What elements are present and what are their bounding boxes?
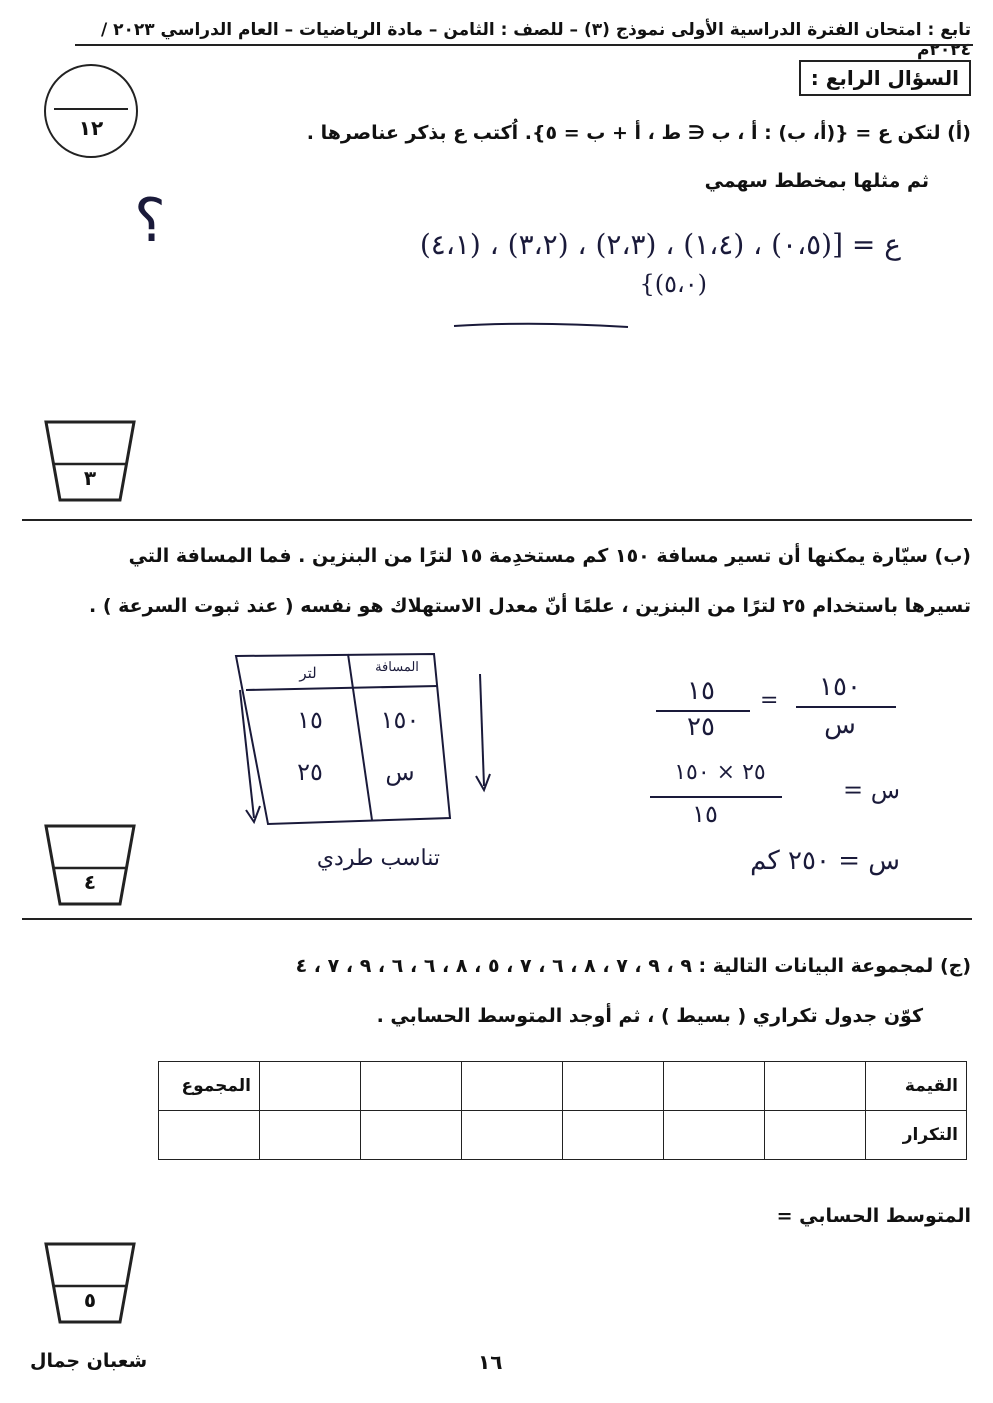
exam-header: تابع : امتحان الفترة الدراسية الأولى نموذج (٣) – للصف : الثامن – مادة الرياضيات – العام الدراسي ٢٠٢٣ / ٢٠٢٤م [100, 20, 971, 60]
part-b-line1: سيّارة يمكنها أن تسير مسافة ١٥٠ كم مستخدِمة ١٥ لترًا من البنزين . فما المسافة التي [128, 545, 928, 567]
part-c-text [31, 955, 971, 977]
frequency-table [158, 1061, 967, 1160]
part-c-line2: كوّن جدول تكراري ( بسيط ) ، ثم أوجد المتوسط الحسابي . [376, 1005, 923, 1027]
value-cell[interactable] [765, 1062, 866, 1111]
table-header-liters: لتر [299, 664, 317, 682]
total-score-value: ١٢ [78, 116, 104, 140]
eq2-lhs: س = [842, 776, 900, 804]
eq1-right-numerator: ١٥ [687, 676, 715, 706]
part-a-line2: ثم مثلها بمخطط سهمي [704, 170, 929, 192]
total-score-circle [44, 64, 138, 158]
part-c-label: (ج) [939, 955, 971, 977]
part-a-text [211, 122, 971, 144]
value-cell[interactable] [462, 1062, 563, 1111]
frequency-cell[interactable] [765, 1111, 866, 1160]
frequency-cell[interactable] [664, 1111, 765, 1160]
part-b-text [31, 545, 971, 567]
answer-underline [452, 318, 632, 332]
part-a-handwritten-answer-cont: (٥،٠)} [639, 270, 707, 298]
eq1-equals: = [760, 688, 779, 713]
value-cell[interactable] [361, 1062, 462, 1111]
part-b-score-box [44, 822, 136, 906]
frequency-cell[interactable] [260, 1111, 361, 1160]
table-row [159, 1111, 967, 1160]
part-b-result: س = ٢٥٠ كم [750, 846, 900, 876]
frequency-cell[interactable] [361, 1111, 462, 1160]
table-cell-distance-2: س [385, 758, 415, 786]
total-label: المجموع [159, 1062, 260, 1111]
part-b-line2: تسيرها باستخدام ٢٥ لترًا من البنزين ، علمًا أنّ معدل الاستهلاك هو نفسه ( عند ثبوت السرعة ) . [89, 595, 971, 617]
eq2-fraction-bar [650, 796, 782, 798]
part-c-line1: لمجموعة البيانات التالية : ٩ ، ٩ ، ٧ ، ٨ ، ٦ ، ٧ ، ٥ ، ٨ ، ٦ ، ٦ ، ٩ ، ٧ ، ٤ [295, 955, 934, 977]
section-divider-1 [22, 519, 972, 521]
part-b-label: (ب) [934, 545, 971, 567]
table-cell-liters-2: ٢٥ [297, 758, 323, 786]
eq1-right-denominator: ٢٥ [687, 712, 715, 742]
eq2-numerator: ٢٥ × ١٥٠ [674, 760, 766, 785]
part-a-label: (أ) [947, 122, 971, 144]
header-divider [75, 44, 973, 46]
part-a-score-value: ٣ [83, 466, 97, 490]
total-frequency-cell[interactable] [159, 1111, 260, 1160]
value-cell[interactable] [260, 1062, 361, 1111]
table-row [159, 1062, 967, 1111]
part-c-score-box [44, 1240, 136, 1324]
eq2-denominator: ١٥ [692, 800, 718, 828]
table-cell-liters-1: ١٥ [297, 706, 323, 734]
eq1-left-denominator: س [824, 710, 856, 740]
part-b-score-value: ٤ [83, 870, 97, 894]
mean-label: المتوسط الحسابي = [776, 1205, 971, 1227]
eq1-left-numerator: ١٥٠ [819, 672, 861, 702]
author-name: شعبان جمال [30, 1350, 148, 1372]
grader-question-mark: ؟ [134, 186, 166, 256]
question-title: السؤال الرابع : [799, 60, 971, 96]
part-a-handwritten-answer: ع = [(٠،٥) ، (١،٤) ، (٢،٣) ، (٣،٢) ، (٤،١) [419, 228, 901, 261]
page-number: ١٦ [478, 1350, 503, 1374]
frequency-cell[interactable] [462, 1111, 563, 1160]
value-cell[interactable] [664, 1062, 765, 1111]
part-c-score-value: ٥ [83, 1288, 97, 1312]
section-divider-2 [22, 918, 972, 920]
table-cell-distance-1: ١٥٠ [380, 706, 420, 734]
value-cell[interactable] [563, 1062, 664, 1111]
table-note-direct-proportion: تناسب طردي [316, 846, 440, 871]
frequency-cell[interactable] [563, 1111, 664, 1160]
eq1-left-fraction-bar [796, 706, 896, 708]
part-a-line1: لتكن ع = {(أ، ب) : أ ، ب ∈ ط ، أ + ب = ٥}. اُكتب ع بذكر عناصرها . [306, 122, 941, 144]
part-a-score-box [44, 418, 136, 502]
table-header-distance: المسافة [375, 660, 419, 675]
frequency-row-label: التكرار [866, 1111, 967, 1160]
value-row-label: القيمة [866, 1062, 967, 1111]
